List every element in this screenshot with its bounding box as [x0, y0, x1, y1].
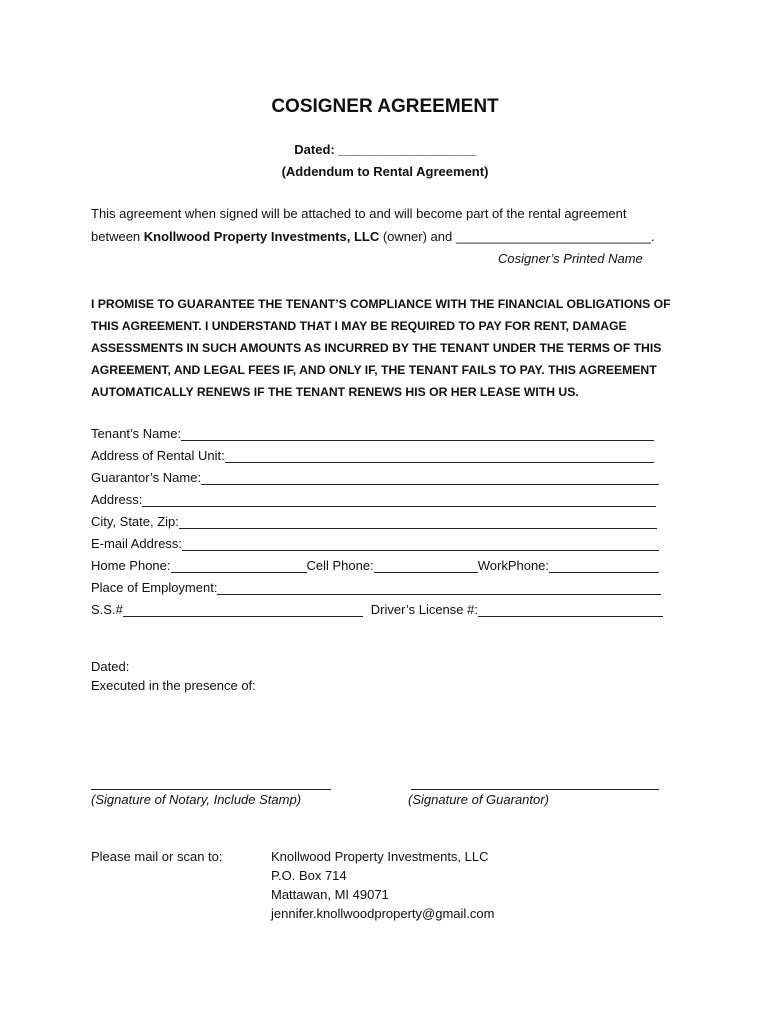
phone-row — [91, 555, 659, 573]
mail-address-email[interactable]: jennifer.knollwoodproperty@gmail.com — [271, 906, 495, 921]
rental-address-label: Address of Rental Unit: — [91, 448, 225, 463]
notary-signature-line[interactable] — [91, 788, 331, 790]
work-phone-label: WorkPhone: — [477, 558, 550, 573]
email-label: E-mail Address: — [91, 536, 183, 551]
ss-field[interactable] — [123, 602, 363, 617]
bottom-dated-label[interactable]: Dated: — [91, 659, 130, 674]
home-phone-field[interactable] — [171, 558, 307, 573]
address-row — [91, 489, 656, 507]
intro-line-1: This agreement when signed will be attached to and will become part of the rental agreement — [91, 206, 627, 221]
cell-phone-field[interactable] — [374, 558, 478, 573]
intro-prefix: between — [91, 229, 144, 244]
rental-address-row — [91, 445, 654, 463]
dated-header — [0, 142, 770, 157]
id-row — [91, 599, 663, 617]
dated-blank[interactable]: ___________________ — [338, 142, 476, 157]
guarantor-signature-line[interactable] — [411, 788, 659, 790]
license-field[interactable] — [478, 602, 663, 617]
work-phone-field[interactable] — [549, 558, 659, 573]
guarantor-name-field[interactable] — [201, 470, 659, 485]
mail-address-company: Knollwood Property Investments, LLC — [271, 849, 489, 864]
tenant-name-label: Tenant’s Name: — [91, 426, 182, 441]
home-phone-label: Home Phone: — [91, 558, 171, 573]
notary-caption: (Signature of Notary, Include Stamp) — [91, 792, 302, 807]
cell-phone-label: Cell Phone: — [306, 558, 374, 573]
mail-address-po-box: P.O. Box 714 — [271, 868, 347, 883]
email-row — [91, 533, 659, 551]
city-state-zip-row — [91, 511, 657, 529]
email-field[interactable] — [182, 536, 659, 551]
owner-company: Knollwood Property Investments, LLC — [143, 229, 380, 244]
dated-label: Dated: — [294, 142, 335, 157]
intro-end: . — [651, 229, 655, 244]
executed-label: Executed in the presence of: — [91, 678, 256, 693]
guarantor-caption: (Signature of Guarantor) — [408, 792, 549, 807]
license-label: Driver’s License #: — [370, 602, 478, 617]
tenant-name-row — [91, 423, 654, 441]
addendum-subtitle: (Addendum to Rental Agreement) — [281, 164, 489, 179]
mail-label: Please mail or scan to: — [91, 849, 223, 864]
tenant-name-field[interactable] — [181, 426, 654, 441]
address-field[interactable] — [142, 492, 656, 507]
address-label: Address: — [91, 492, 143, 507]
employment-label: Place of Employment: — [91, 580, 218, 595]
guarantee-statement: I PROMISE TO GUARANTEE THE TENANT’S COMPLIANCE WITH THE FINANCIAL OBLIGATIONS OF THIS AGREEMENT. I UNDERSTAND THAT I MAY BE REQUIRED TO PAY FOR RENT, DAMAGE ASSESSMENTS IN SUCH AMOUNTS AS INCURRED BY THE TENANT UNDER THE TERMS OF THIS AGREEMENT, AND LEGAL FEES IF, AND ONLY IF, THE TENANT FAILS TO PAY. THIS AGREEMENT AUTOMATICALLY RENEWS IF THE TENANT RENEWS HIS OR HER LEASE WITH US. — [91, 297, 671, 399]
intro-line-2 — [91, 229, 655, 244]
cosigner-name-blank[interactable]: ___________________________ — [455, 229, 652, 244]
rental-address-field[interactable] — [225, 448, 654, 463]
cosigner-caption: Cosigner’s Printed Name — [498, 251, 643, 266]
employment-field[interactable] — [217, 580, 661, 595]
intro-mid: (owner) and — [379, 229, 456, 244]
document-title: COSIGNER AGREEMENT — [271, 96, 499, 117]
employment-row — [91, 577, 661, 595]
ss-label: S.S.# — [91, 602, 123, 617]
mail-address-city: Mattawan, MI 49071 — [271, 887, 389, 902]
city-state-zip-label: City, State, Zip: — [91, 514, 179, 529]
guarantor-name-label: Guarantor’s Name: — [91, 470, 202, 485]
city-state-zip-field[interactable] — [179, 514, 657, 529]
guarantor-name-row — [91, 467, 659, 485]
